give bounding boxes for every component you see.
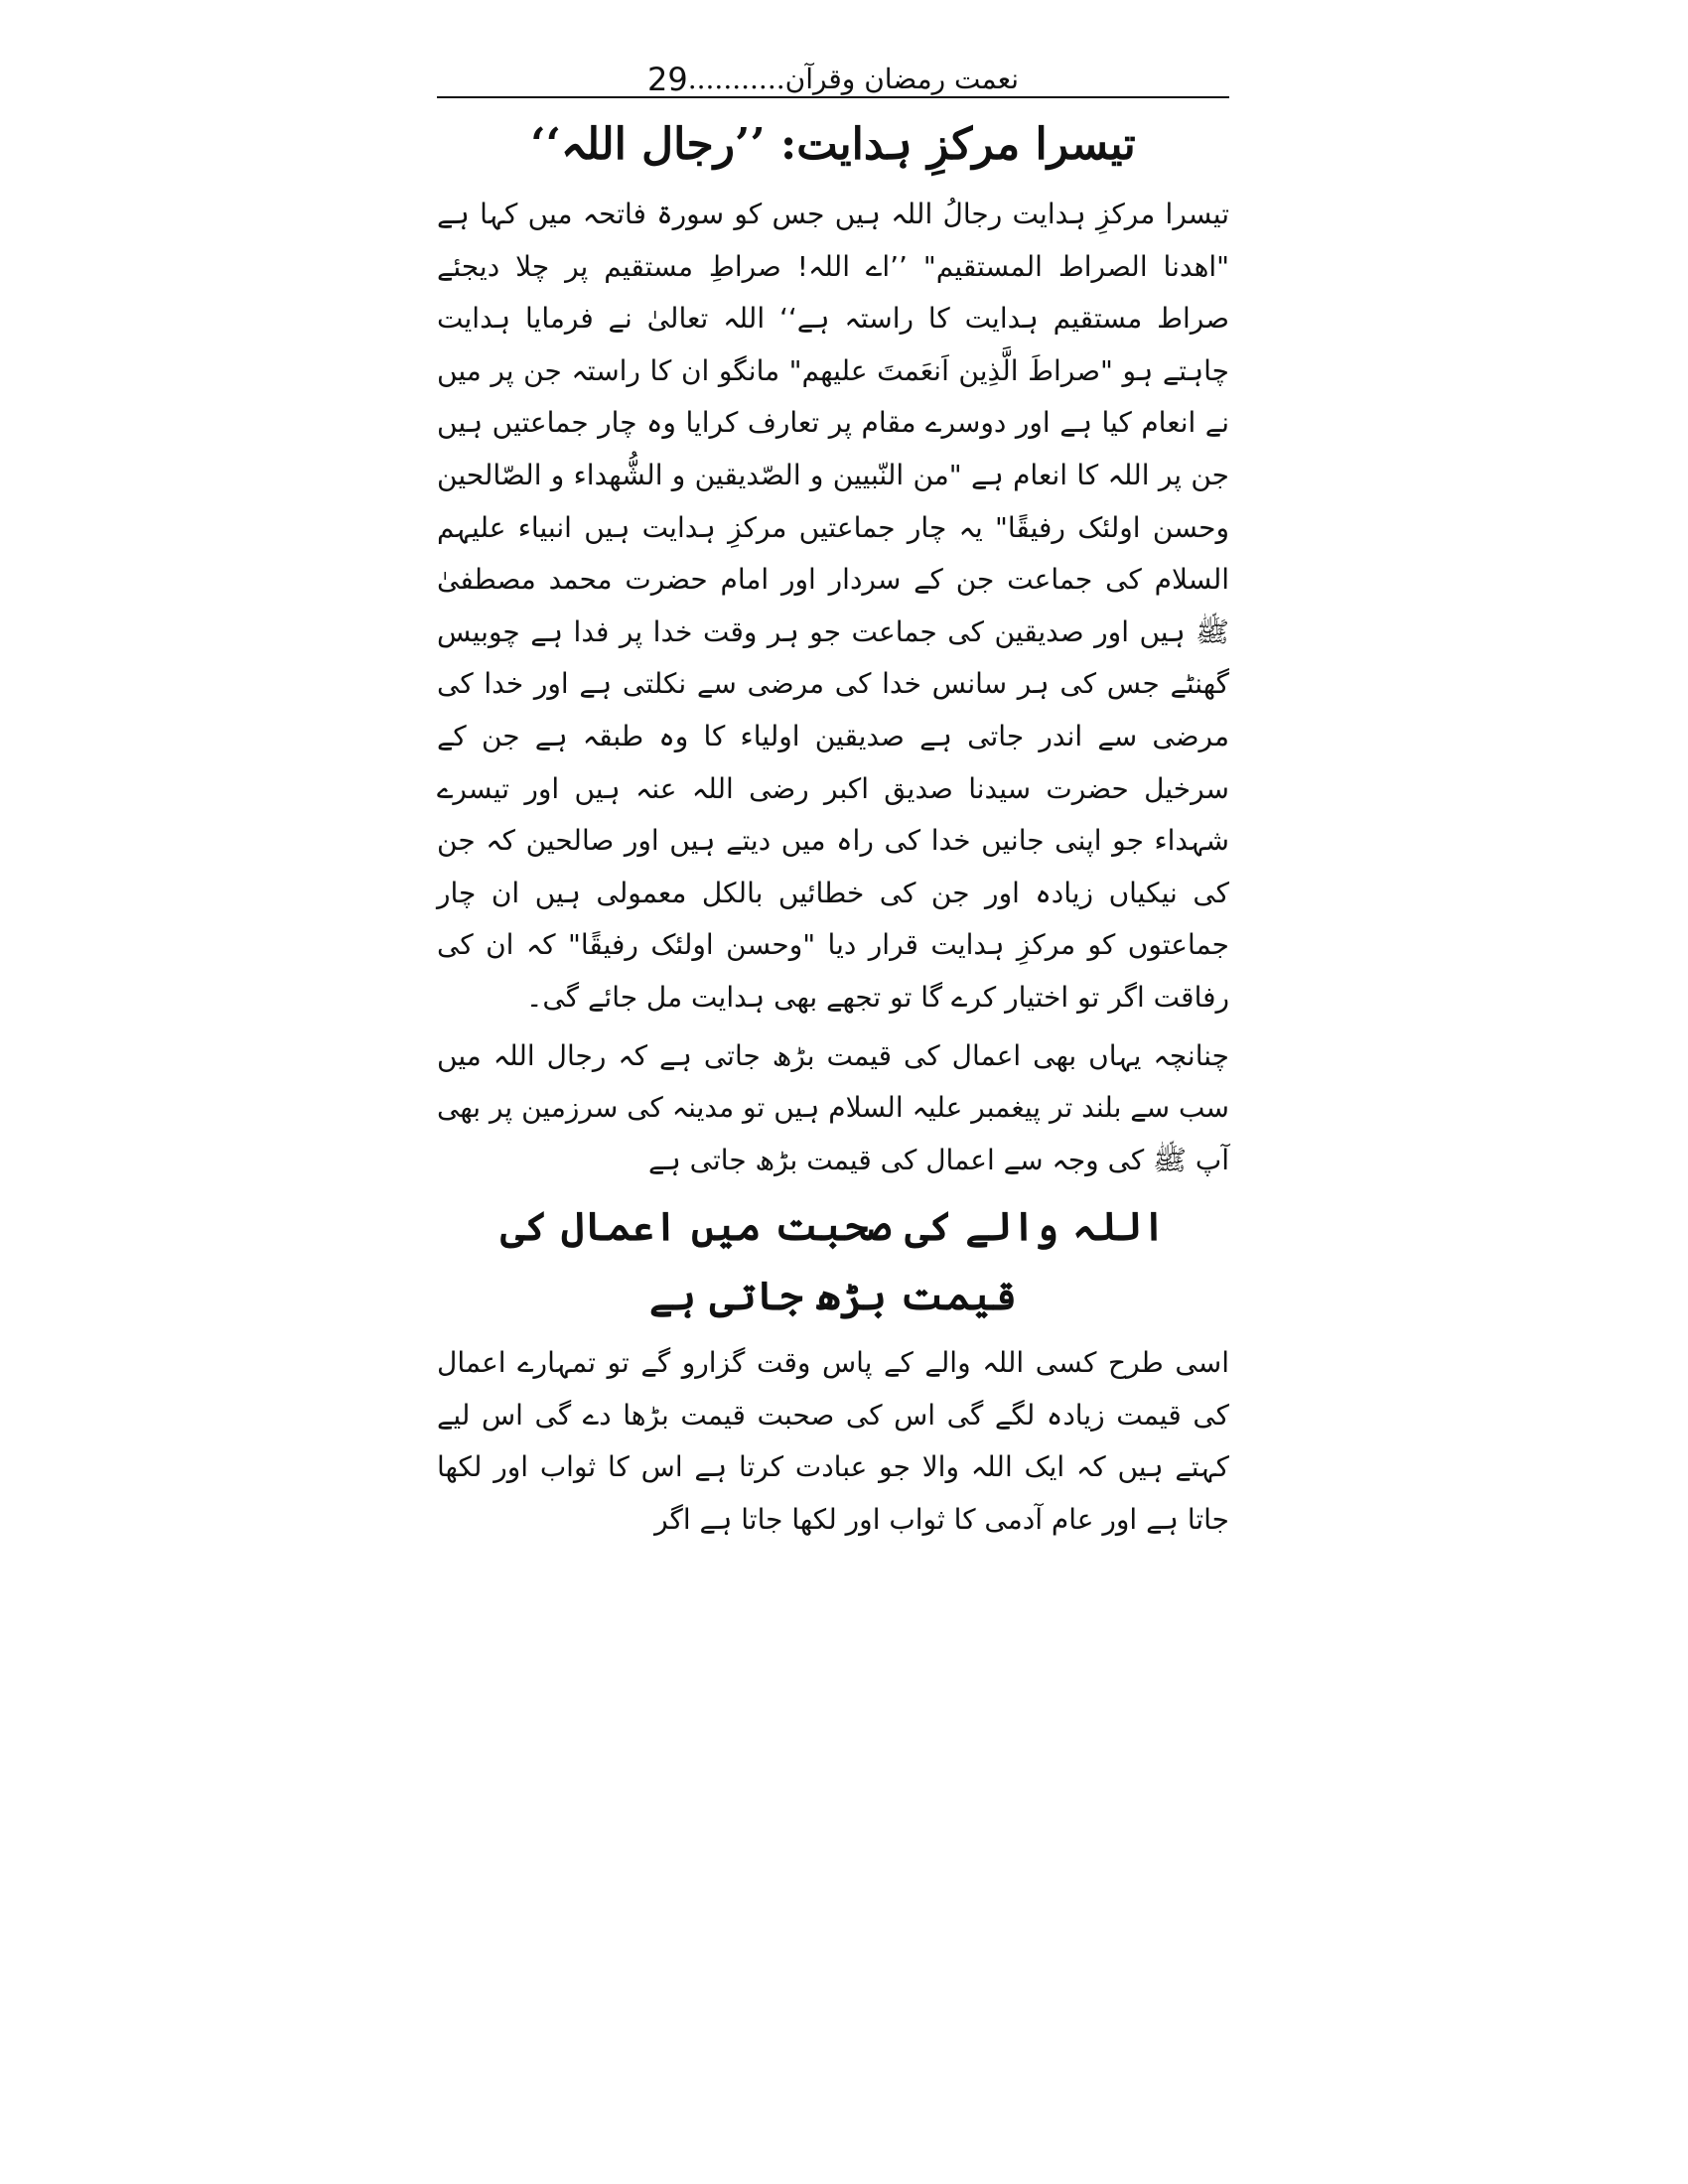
body-paragraph: تیسرا مرکزِ ہدایت رجالُ اللہ ہیں جس کو سورۃ فاتحہ میں کہا ہے "اھدنا الصراط المستقیم" ’’اے اللہ! صراطِ مستقیم پر چلا دیجئے صراط مستقیم ہدایت کا راستہ ہے‘‘ اللہ تعالیٰ نے فرمایا ہدایت چاہتے ہو "صراطَ الَّذِین اَنعَمتَ علیھم" مانگو ان کا راستہ جن پر میں نے انعام کیا ہے اور دوسرے مقام پر تعارف کرایا وہ چار جماعتیں ہیں جن پر اللہ کا انعام ہے "من النّبیین و الصّدیقین و الشُّھداء و الصّالحین وحسن اولئک رفیقًا" یہ چار جماعتیں مرکزِ ہدایت ہیں انبیاء علیہم السلام کی جماعت جن کے سردار اور امام حضرت محمد مصطفیٰ ﷺ ہیں اور صدیقین کی جماعت جو ہر وقت خدا پر فدا ہے چوبیس گھنٹے جس کی ہر سانس خدا کی مرضی سے نکلتی ہے اور خدا کی مرضی سے اندر جاتی ہے صدیقین اولیاء کا وہ طبقہ ہے جن کے سرخیل حضرت سیدنا صدیق اکبر رضی اللہ عنہ ہیں اور تیسرے شہداء جو اپنی جانیں خدا کی راہ میں دیتے ہیں اور صالحین کہ جن کی نیکیاں زیادہ اور جن کی خطائیں بالکل معمولی ہیں ان چار جماعتوں کو مرکزِ ہدایت قرار دیا "وحسن اولئک رفیقًا" کہ ان کی رفاقت اگر تو اختیار کرے گا تو تجھے بھی ہدایت مل جائے گی۔: [437, 198, 1229, 1014]
header-dots: ...........: [687, 63, 785, 95]
body-paragraph: چنانچہ یہاں بھی اعمال کی قیمت بڑھ جاتی ہے کہ رجال اللہ میں سب سے بلند تر پیغمبر علیہ السلام ہیں تو مدینہ کی سرزمین پر بھی آپ ﷺ کی وجہ سے اعمال کی قیمت بڑھ جاتی ہے: [437, 1038, 1229, 1176]
section-heading: تیسرا مرکزِ ہدایت: ’’رجال اللہ‘‘: [530, 119, 1136, 170]
section-heading: اللہ والے کی صحبت میں اعمال کی قیمت بڑھ جاتی ہے: [500, 1203, 1166, 1320]
page-number: 29: [647, 61, 688, 98]
header-divider: [437, 96, 1229, 98]
section-rijal-allah: [437, 109, 1229, 1186]
header-book-title: نعمت رمضان وقرآن: [784, 63, 1019, 95]
page-body: [437, 109, 1229, 1547]
running-header: [437, 48, 1229, 99]
body-paragraph: اسی طرح کسی اللہ والے کے پاس وقت گزارو گے تو تمہارے اعمال کی قیمت زیادہ لگے گی اس کی صحبت قیمت بڑھا دے گی اس لیے کہتے ہیں کہ ایک اللہ والا جو عبادت کرتا ہے اس کا ثواب اور لکھا جاتا ہے اور عام آدمی کا ثواب اور لکھا جاتا ہے اگر: [437, 1346, 1229, 1537]
section-sohbat: [437, 1192, 1229, 1546]
